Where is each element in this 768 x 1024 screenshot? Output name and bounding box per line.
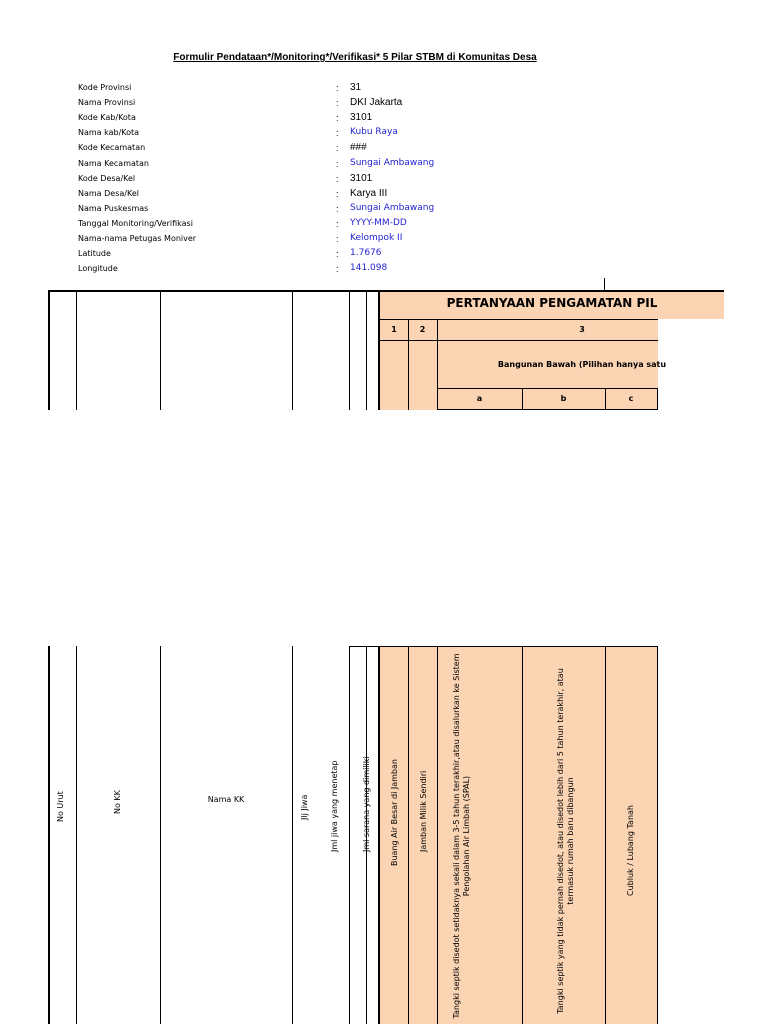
field-label: Nama Provinsi <box>78 98 136 107</box>
field-colon: : <box>336 204 339 214</box>
header-no-urut: No Urut <box>56 791 65 822</box>
field-value: 1.7676 <box>350 248 382 258</box>
header-no-kk: No KK <box>113 790 122 814</box>
header-buang-air-besar: Buang Air Besar di Jamban <box>390 759 399 866</box>
banner-title: PERTANYAAN PENGAMATAN PIL <box>446 296 658 310</box>
field-colon: : <box>336 249 339 259</box>
form-title: Formulir Pendataan*/Monitoring*/Verifikasi* 5 Pilar STBM di Komunitas Desa <box>173 52 537 63</box>
field-value: Sungai Ambawang <box>350 203 435 213</box>
sub-col-b: b <box>560 394 567 403</box>
field-colon: : <box>336 83 339 93</box>
field-label: Nama kab/Kota <box>78 128 140 137</box>
field-label: Kode Provinsi <box>78 83 132 92</box>
header-col-b: Tangki septik yang tidak pernah disedot, atau disedot lebih dari 5 tahun terakhir, atau termasuk rumah baru dibangun <box>556 668 575 1014</box>
field-value: 31 <box>350 82 362 93</box>
field-colon: : <box>336 98 339 108</box>
field-colon: : <box>336 143 339 153</box>
field-value: Kelompok II <box>350 233 403 243</box>
header-col-a: Tangki septik disedot setidaknya sekali dalam 3-5 tahun terakhir,atau disalurkan ke Sistem Pengolahan Air Limbah (SPAL) <box>452 653 471 1019</box>
field-colon: : <box>336 174 339 184</box>
header-jml-jiwa-menetap: Jml jiwa yang menetap <box>330 760 339 852</box>
header-nama-kk: Nama KK <box>207 795 245 804</box>
header-jml-sarana: Jml sarana yang dimiliki <box>362 756 371 852</box>
field-colon: : <box>336 113 339 123</box>
field-label: Latitude <box>78 249 111 258</box>
subheading: Bangunan Bawah (Pilihan hanya satu <box>497 359 667 369</box>
header-col-c: Cubluk / Lubang Tanah <box>626 804 635 896</box>
field-colon: : <box>336 128 339 138</box>
field-label: Nama-nama Petugas Moniver <box>78 234 197 243</box>
field-value: 3101 <box>350 112 373 123</box>
header-jamban-milik: Jamban Milik Sendiri <box>419 770 428 852</box>
col-num-1: 1 <box>391 325 397 334</box>
col-num-2: 2 <box>419 325 426 334</box>
field-colon: : <box>336 219 339 229</box>
field-label: Nama Desa/Kel <box>78 189 139 198</box>
field-label: Tanggal Monitoring/Verifikasi <box>78 219 193 228</box>
field-value: YYYY-MM-DD <box>350 218 407 228</box>
field-label: Longitude <box>78 264 118 273</box>
field-value: Sungai Ambawang <box>350 158 435 168</box>
field-value: Kubu Raya <box>350 127 398 137</box>
field-value: Karya III <box>350 188 388 199</box>
field-label: Nama Kecamatan <box>78 159 149 168</box>
field-label: Kode Kecamatan <box>78 143 146 152</box>
field-value: ### <box>350 142 367 153</box>
field-value: 3101 <box>350 173 373 184</box>
field-colon: : <box>336 264 339 274</box>
sub-col-a: a <box>476 394 483 403</box>
field-colon: : <box>336 159 339 169</box>
field-value: 141.098 <box>350 263 388 273</box>
field-value: DKI Jakarta <box>350 97 403 108</box>
sub-col-c: c <box>628 394 634 403</box>
field-colon: : <box>336 189 339 199</box>
col-num-3: 3 <box>579 325 585 334</box>
field-label: Nama Puskesmas <box>78 204 149 213</box>
field-label: Kode Desa/Kel <box>78 174 136 183</box>
field-colon: : <box>336 234 339 244</box>
header-jlj-jiwa: Jlj Jiwa <box>300 794 309 820</box>
field-label: Kode Kab/Kota <box>78 113 136 122</box>
